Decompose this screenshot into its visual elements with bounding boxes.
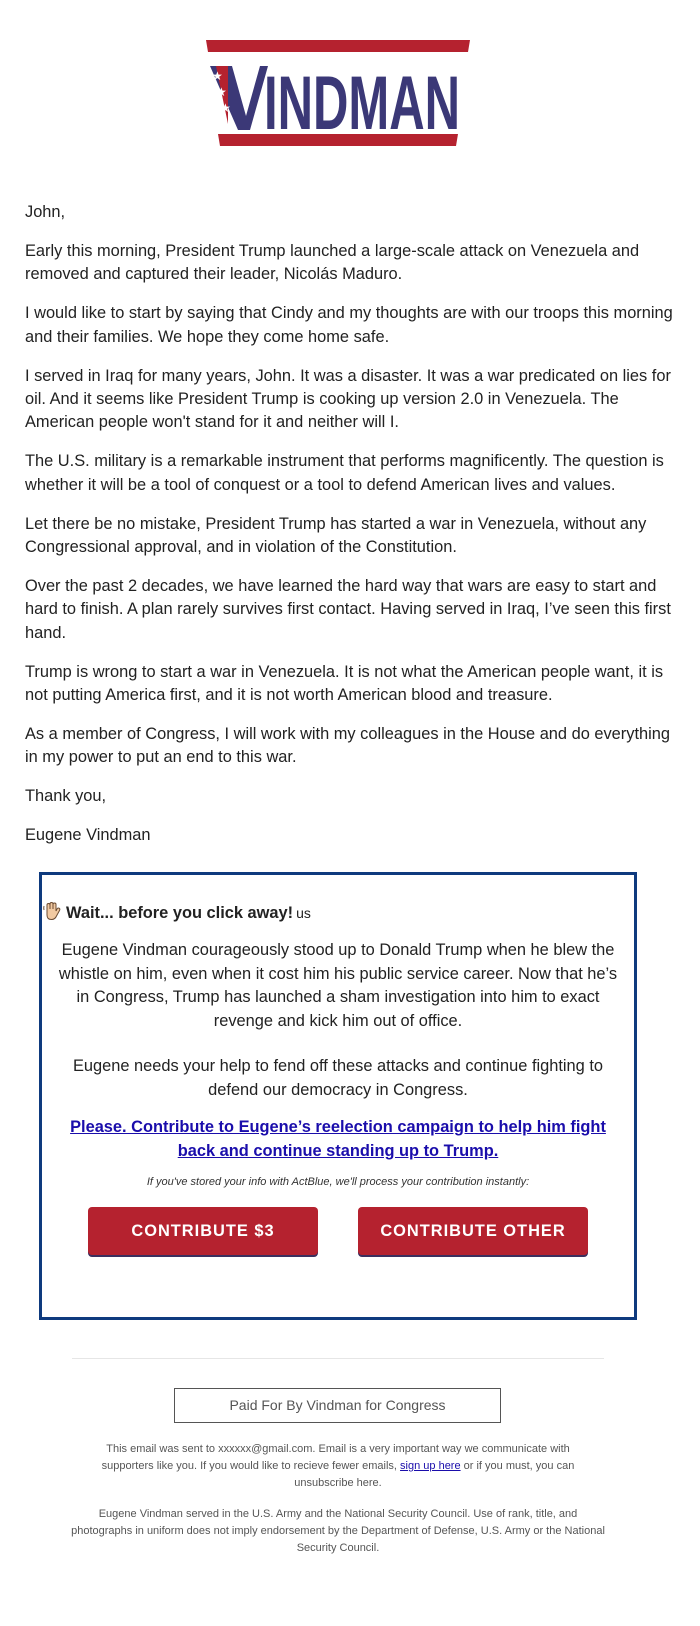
letter-paragraph: Trump is wrong to start a war in Venezuela. It is not what the American people want, it is not putting America first, and it is not worth American blood and treasure.: [25, 662, 664, 704]
footer-email-notice: This email was sent to xxxxxx@gmail.com. Email is a very important way we communicate with supporters like you. If you would like to recieve fewer emails, sign up here or if you must, you can unsubscribe here.: [101, 1443, 575, 1489]
contribute-other-button[interactable]: CONTRIBUTE OTHER: [358, 1207, 588, 1255]
paid-for-disclaimer: Paid For By Vindman for Congress: [174, 1388, 501, 1423]
svg-text:INDMAN: INDMAN: [264, 61, 460, 146]
callout-heading: Wait... before you click away! us: [42, 901, 634, 923]
letter-paragraph: Early this morning, President Trump launched a large-scale attack on Venezuela and removed and captured their leader, Nicolás Maduro.: [25, 241, 640, 284]
letter-body: [25, 201, 675, 863]
letter-paragraph: As a member of Congress, I will work with my colleagues in the House and do everything in my power to put an end to this war.: [25, 724, 670, 767]
contribute-3-button[interactable]: CONTRIBUTE $3: [88, 1207, 318, 1255]
vindman-logo: [206, 40, 470, 152]
footer-disclaimer: Eugene Vindman served in the U.S. Army and the National Security Council. Use of rank, title, and photographs in uniform does not imply endorsement by the Department of Defense, U.S. Army or the National Security Council.: [71, 1508, 605, 1554]
svg-text:★: ★: [216, 85, 227, 99]
footer-divider: [72, 1358, 604, 1359]
contribute-link[interactable]: Please. Contribute to Eugene’s reelection campaign to help him fight back and continue standing up to Trump.: [70, 1118, 606, 1160]
closing: Thank you,: [25, 787, 107, 806]
callout-paragraph: Eugene Vindman courageously stood up to Donald Trump when he blew the whistle on him, even when it cost him his public service career. Now that he’s in Congress, Trump has launched a sham investigation into him to exact revenge and kick him out of office.: [58, 941, 618, 1030]
svg-text:★: ★: [212, 69, 223, 83]
sign-up-link[interactable]: sign up here: [400, 1460, 461, 1472]
signature: Eugene Vindman: [25, 826, 151, 845]
letter-paragraph: The U.S. military is a remarkable instrument that performs magnificently. The question is whether it will be a tool of conquest or a tool to defend American lives and values.: [25, 452, 664, 494]
letter-paragraph: I would like to start by saying that Cindy and my thoughts are with our troops this morning and their families. We hope they come home safe.: [25, 304, 673, 346]
letter-paragraph: I served in Iraq for many years, John. It was a disaster. It was a war predicated on lies for oil. And it seems like President Trump is cooking up version 2.0 in Venezuela. The American people won't stand for it and neither will I.: [25, 366, 671, 432]
svg-text:★: ★: [220, 101, 231, 115]
letter-paragraph: Let there be no mistake, President Trump has started a war in Venezuela, without any Congressional approval, and in violation of the Constitution.: [25, 514, 647, 556]
actblue-note: If you've stored your info with ActBlue, we'll process your contribution instantly:: [146, 1176, 530, 1188]
letter-paragraph: Over the past 2 decades, we have learned the hard way that wars are easy to start and hard to finish. A plan rarely survives first contact. Having served in Iraq, I’ve seen this first hand.: [25, 576, 671, 642]
salutation: John,: [25, 203, 66, 221]
callout-paragraph: Eugene needs your help to fend off these attacks and continue fighting to defend our democracy in Congress.: [72, 1057, 604, 1099]
donation-callout: [39, 872, 637, 1320]
waving-hand-icon: [42, 901, 62, 921]
